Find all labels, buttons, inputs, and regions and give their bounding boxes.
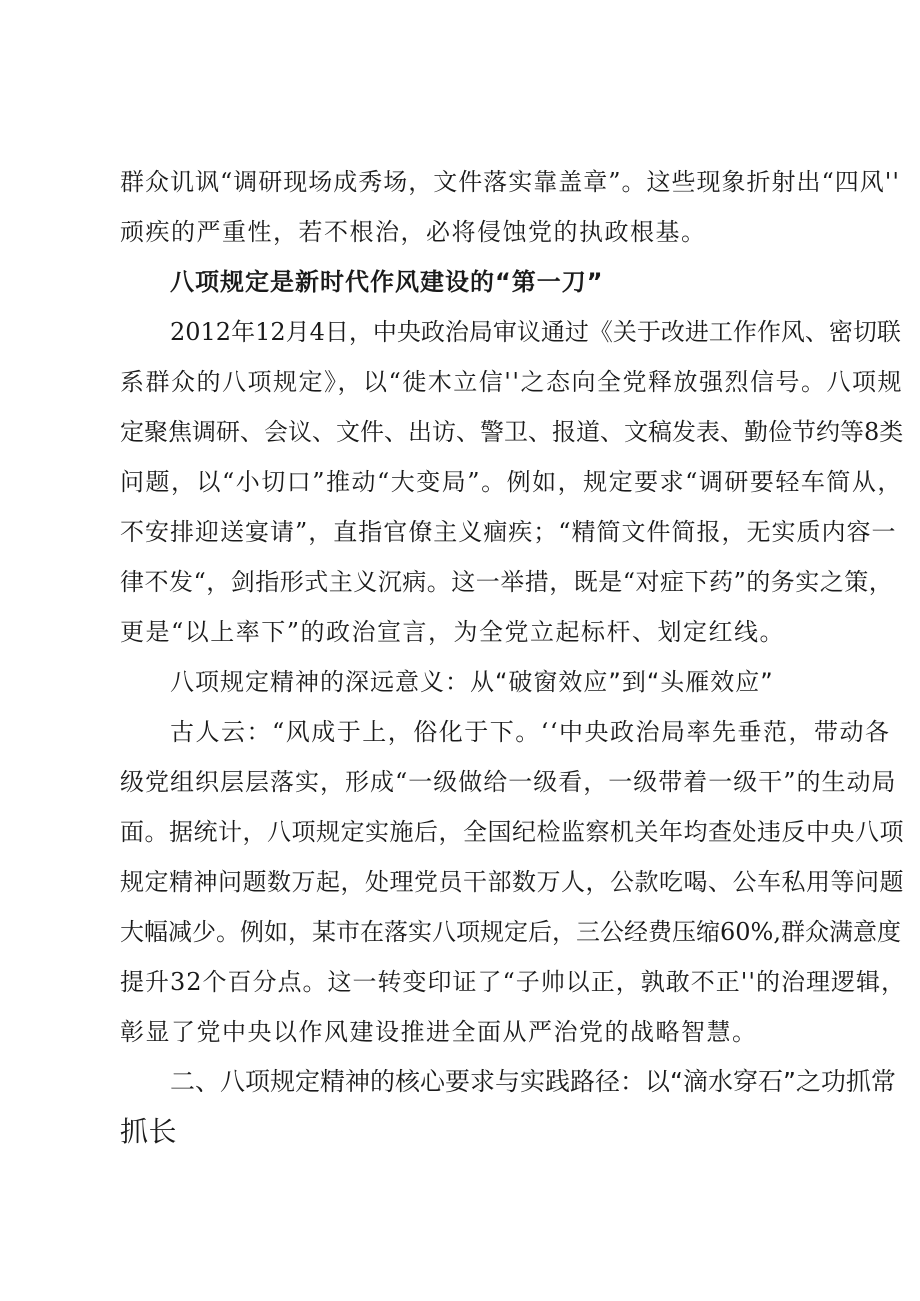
paragraph-line: 定聚焦调研、会议、文件、出访、警卫、报道、文稿发表、勤俭节约等8类 <box>120 418 904 446</box>
paragraph-line: 律不发“，剑指形式主义沉病。这一举措，既是“对症下药”的务实之策， <box>120 568 894 596</box>
paragraph-line: 更是“以上率下”的政治宣言，为全党立起标杆、划定红线。 <box>120 618 786 646</box>
paragraph-line: 系群众的八项规定》，以“徙木立信''之态向全党释放强烈信号。八项规 <box>120 368 903 396</box>
paragraph-line: 提升32个百分点。这一转变印证了“子帅以正，孰敢不正''的治理逻辑， <box>120 968 907 996</box>
paragraph-line: 面。据统计，八项规定实施后，全国纪检监察机关年均查处违反中央八项 <box>120 818 904 846</box>
paragraph-line: 规定精神问题数万起，处理党员干部数万人，公款吃喝、公车私用等问题 <box>120 868 904 896</box>
subheading-significance: 八项规定精神的深远意义：从“破窗效应”到“头雁效应” <box>170 668 774 696</box>
paragraph-line: 2012年12月4日，中央政治局审议通过《关于改进工作作风、密切联 <box>170 318 901 346</box>
paragraph-line: 群众讥讽“调研现场成秀场，文件落实靠盖章”。这些现象折射出“四风'' <box>120 168 901 196</box>
paragraph-line: 问题，以“小切口”推动“大变局”。例如，规定要求“调研要轻车简从， <box>120 468 903 496</box>
paragraph-line: 不安排迎送宴请”，直指官僚主义痼疾；“精简文件简报，无实质内容一 <box>120 518 897 546</box>
paragraph-line: 大幅减少。例如，某市在落实八项规定后，三公经费压缩60%,群众满意度 <box>120 918 901 946</box>
section-heading: 二、八项规定精神的核心要求与实践路径：以“滴水穿石”之功抓常 <box>170 1067 896 1096</box>
paragraph-line: 古人云：“风成于上，俗化于下。‘‘中央政治局率先垂范，带动各 <box>170 718 891 746</box>
paragraph-line: 彰显了党中央以作风建设推进全面从严治党的战略智慧。 <box>120 1018 758 1046</box>
paragraph-line: 级党组织层层落实，形成“一级做给一级看，一级带着一级干”的生动局 <box>120 768 897 796</box>
section-heading-continued: 抓长 <box>120 1115 178 1148</box>
paragraph-line: 顽疾的严重性，若不根治，必将侵蚀党的执政根基。 <box>120 218 707 246</box>
subheading-first-knife: 八项规定是新时代作风建设的“第一刀” <box>170 268 604 296</box>
